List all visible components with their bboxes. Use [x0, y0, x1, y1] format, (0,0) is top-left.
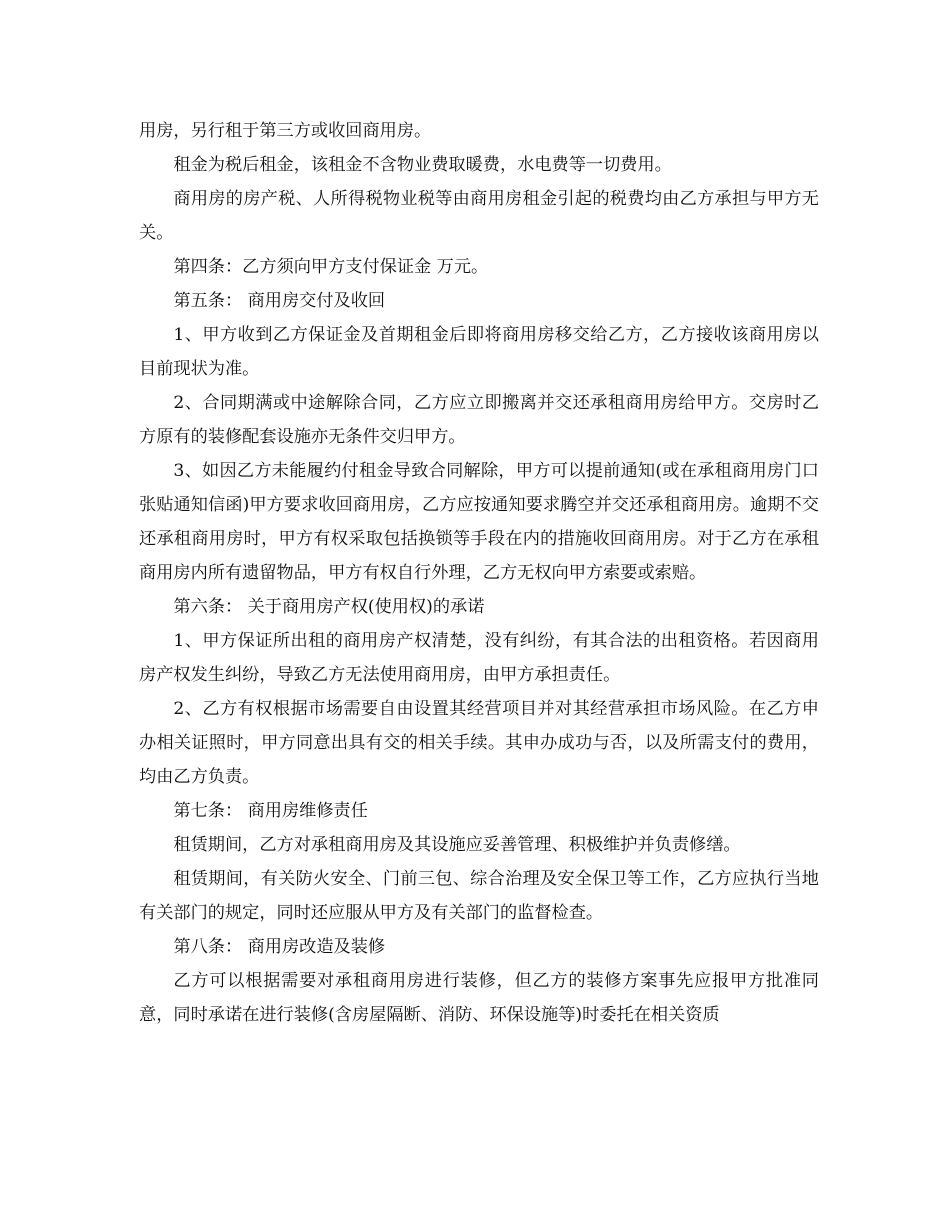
article-7-heading: 第七条： 商用房维修责任	[173, 801, 368, 821]
article-8-heading: 第八条： 商用房改造及装修	[173, 937, 386, 957]
article-4-heading: 第四条：乙方须向甲方支付保证金 万元。	[173, 257, 489, 277]
paragraph: 租赁期间，有关防火安全、门前三包、综合治理及安全保卫等工作，乙方应执行当地有关部门的规定，同时还应服从甲方及有关部门的监督检查。	[139, 869, 819, 923]
paragraph: 1、甲方保证所出租的商用房产权清楚，没有纠纷，有其合法的出租资格。若因商用房产权发生纠纷，导致乙方无法使用商用房，由甲方承担责任。	[139, 631, 819, 685]
paragraph: 1、甲方收到乙方保证金及首期租金后即将商用房移交给乙方，乙方接收该商用房以目前现状为准。	[139, 325, 819, 379]
article-6-heading: 第六条： 关于商用房产权(使用权)的承诺	[173, 597, 485, 617]
paragraph: 商用房的房产税、人所得税物业税等由商用房租金引起的税费均由乙方承担与甲方无关。	[139, 189, 819, 243]
paragraph: 乙方可以根据需要对承租商用房进行装修，但乙方的装修方案事先应报甲方批准同意，同时承诺在进行装修(含房屋隔断、消防、环保设施等)时委托在相关资质	[139, 971, 819, 1025]
document-body	[139, 114, 819, 1032]
paragraph: 2、合同期满或中途解除合同，乙方应立即搬离并交还承租商用房给甲方。交房时乙方原有的装修配套设施亦无条件交归甲方。	[139, 393, 819, 447]
paragraph: 3、如因乙方未能履约付租金导致合同解除，甲方可以提前通知(或在承租商用房门口张贴通知信函)甲方要求收回商用房，乙方应按通知要求腾空并交还承租商用房。逾期不交还承租商用房时，甲方有权采取包括换锁等手段在内的措施收回商用房。对于乙方在承租商用房内所有遗留物品，甲方有权自行外理，乙方无权向甲方索要或索赔。	[139, 461, 819, 583]
paragraph: 用房，另行租于第三方或收回商用房。	[139, 121, 432, 141]
paragraph: 2、乙方有权根据市场需要自由设置其经营项目并对其经营承担市场风险。在乙方申办相关证照时，甲方同意出具有交的相关手续。其申办成功与否，以及所需支付的费用，均由乙方负责。	[139, 699, 819, 787]
paragraph: 租金为税后租金，该租金不含物业费取暖费，水电费等一切费用。	[173, 155, 672, 175]
article-5-heading: 第五条： 商用房交付及收回	[173, 291, 386, 311]
paragraph: 租赁期间，乙方对承租商用房及其设施应妥善管理、积极维护并负责修缮。	[173, 835, 741, 855]
